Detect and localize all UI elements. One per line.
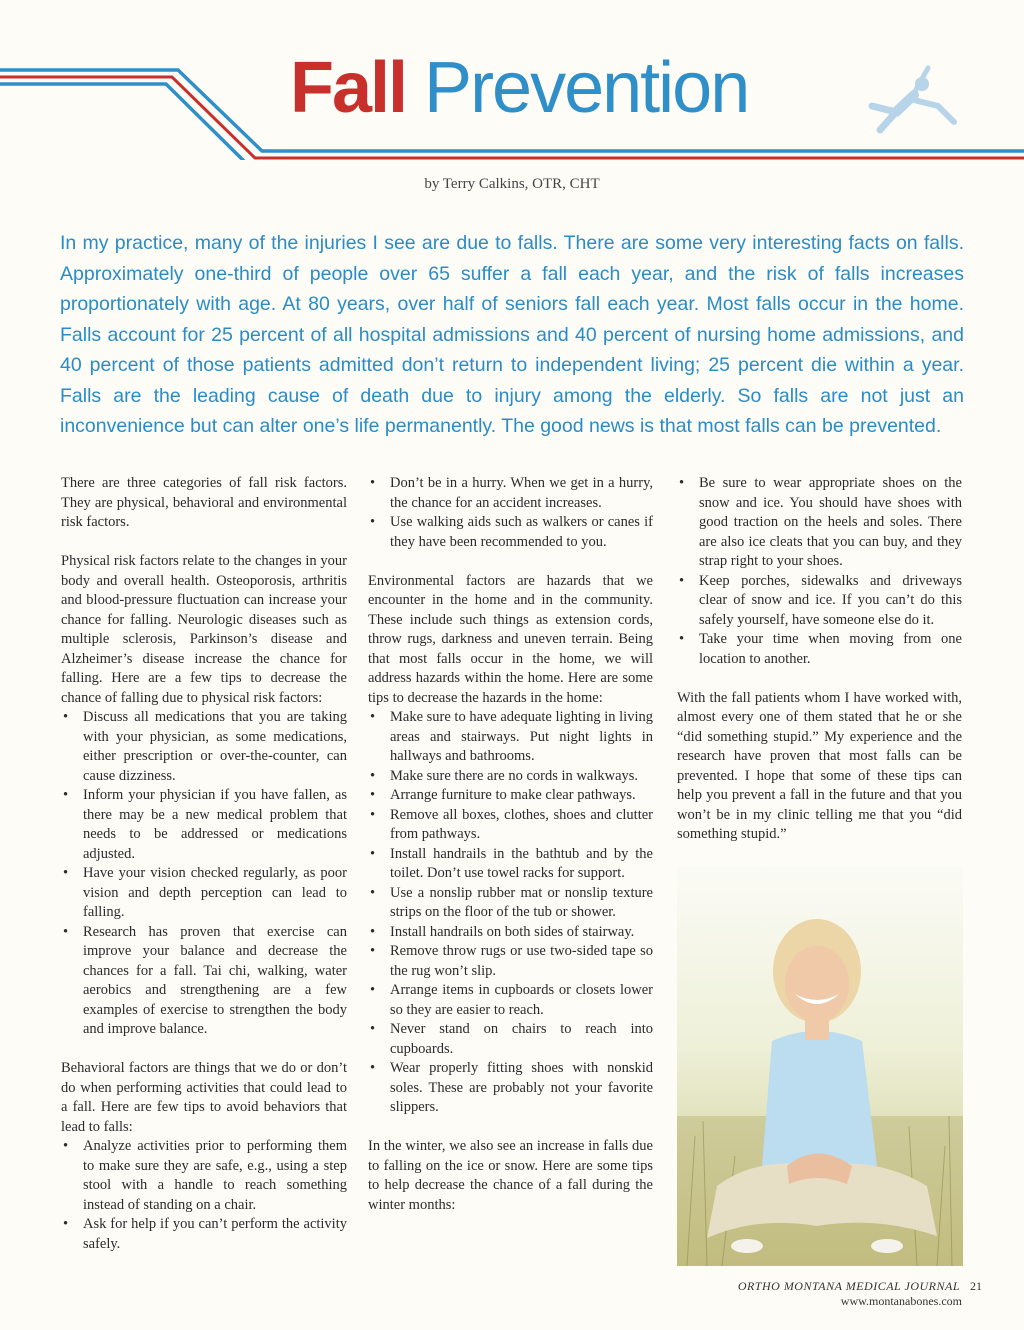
footer-journal-name: ORTHO MONTANA MEDICAL JOURNAL <box>737 1279 960 1293</box>
list-item: • Ask for help if you can’t perform the activity safely. <box>61 1215 347 1254</box>
paragraph: Behavioral factors are things that we do or don’t do when performing activities that could lead to a fall. Here are few tips to avoid behaviors that lead to falls: <box>61 1060 347 1135</box>
list-item: • Discuss all medications that you are taking with your physician, as some medications, either prescription or over-the-counter, can cause dizziness. <box>61 708 347 786</box>
title-bold-word: Fall <box>290 48 407 128</box>
list-item: • Make sure there are no cords in walkways. <box>368 767 653 787</box>
page-number: 21 <box>970 1279 982 1293</box>
behavioral-tips-list <box>61 1137 347 1254</box>
list-item: • Use walking aids such as walkers or canes if they have been recommended to you. <box>368 513 653 552</box>
list-item: • Keep porches, sidewalks and driveways clear of snow and ice. If you can’t do this safely yourself, have someone else do it. <box>677 572 962 631</box>
list-item: • Research has proven that exercise can improve your balance and decrease the chances for a fall. Tai chi, walking, water aerobics and strengthening are a few examples of exercise to strengthen the body and improve balance. <box>61 923 347 1040</box>
intro-paragraph: In my practice, many of the injuries I see are due to falls. There are some very interesting facts on falls. Approximately one-third of people over 65 suffer a fall each year, and the risk of falls increases proportionately with age. At 80 years, over half of seniors fall each year. Most falls occur in the home. Falls account for 25 percent of all hospital admissions and 40 percent of nursing home admissions, and 40 percent of those patients admitted don’t return to independent living; 25 percent die within a year. Falls are the leading cause of death due to injury among the elderly. So falls are not just an inconvenience but can alter one’s life permanently. The good news is that most falls can be prevented. <box>60 232 964 437</box>
paragraph: Environmental factors are hazards that we encounter in the home and in the community. These include such things as extension cords, throw rugs, darkness and uneven terrain. Being that most falls occur in the home, we will address hazards within the home. Here are some tips to decrease the hazards in the home: <box>368 572 653 706</box>
list-item: • Wear properly fitting shoes with nonskid soles. These are probably not your favorite slippers. <box>368 1059 653 1118</box>
winter-tips-list <box>677 474 962 669</box>
paragraph: There are three categories of fall risk factors. They are physical, behavioral and environmental risk factors. <box>61 475 347 530</box>
woman-sitting-photo <box>677 866 963 1266</box>
list-item: • Remove all boxes, clothes, shoes and clutter from pathways. <box>368 806 653 845</box>
paragraph: With the fall patients whom I have worked with, almost every one of them stated that he or she “did something stupid.” My experience and the research have proven that most falls can be prevented. I hope that some of these tips can help you prevent a fall in the future and that you won’t be in my clinic telling me that you “did something stupid.” <box>677 689 962 842</box>
falling-person-icon <box>858 62 968 142</box>
behavioral-tips-list-continued <box>368 474 653 552</box>
list-item: • Inform your physician if you have fallen, as there may be a new medical problem that needs to be addressed or medications adjusted. <box>61 786 347 864</box>
list-item: • Make sure to have adequate lighting in living areas and stairways. Put night lights in hallways and bathrooms. <box>368 708 653 767</box>
physical-tips-list <box>61 708 347 1040</box>
column-2 <box>368 474 653 1215</box>
footer-url: www.montanabones.com <box>840 1294 962 1308</box>
home-tips-list <box>368 708 653 1118</box>
column-3 <box>677 474 962 845</box>
article-header <box>0 0 1024 170</box>
title-light-word: Prevention <box>424 48 749 128</box>
paragraph: Physical risk factors relate to the changes in your body and overall health. Osteoporosis, arthritis and blood-pressure fluctuation can increase your chance for falling. Neurologic diseases such as multiple sclerosis, Parkinson’s disease and Alzheimer’s disease increase the chance for falling. Here are a few tips to decrease the chance of falling due to physical risk factors: <box>61 553 347 706</box>
list-item: • Be sure to wear appropriate shoes on the snow and ice. You should have shoes with good traction on the heels and soles. There are also ice cleats that you can buy, and they strap right to your shoes. <box>677 474 962 572</box>
list-item: • Never stand on chairs to reach into cupboards. <box>368 1020 653 1059</box>
byline: by Terry Calkins, OTR, CHT <box>424 176 600 192</box>
list-item: • Use a nonslip rubber mat or nonslip texture strips on the floor of the tub or shower. <box>368 884 653 923</box>
list-item: • Arrange items in cupboards or closets lower so they are easier to reach. <box>368 981 653 1020</box>
paragraph: In the winter, we also see an increase in falls due to falling on the ice or snow. Here are some tips to help decrease the chance of a fall during the winter months: <box>368 1138 653 1213</box>
list-item: • Don’t be in a hurry. When we get in a hurry, the chance for an accident increases. <box>368 474 653 513</box>
list-item: • Take your time when moving from one location to another. <box>677 630 962 669</box>
list-item: • Install handrails on both sides of stairway. <box>368 923 653 943</box>
list-item: • Analyze activities prior to performing them to make sure they are safe, e.g., using a step stool with a handle to reach something instead of standing on a chair. <box>61 1137 347 1215</box>
list-item: • Remove throw rugs or use two-sided tape so the rug won’t slip. <box>368 942 653 981</box>
list-item: • Arrange furniture to make clear pathways. <box>368 786 653 806</box>
column-1 <box>61 474 347 1254</box>
list-item: • Have your vision checked regularly, as poor vision and depth perception can lead to falling. <box>61 864 347 923</box>
list-item: • Install handrails in the bathtub and by the toilet. Don’t use towel racks for support. <box>368 845 653 884</box>
page-title <box>290 48 749 128</box>
